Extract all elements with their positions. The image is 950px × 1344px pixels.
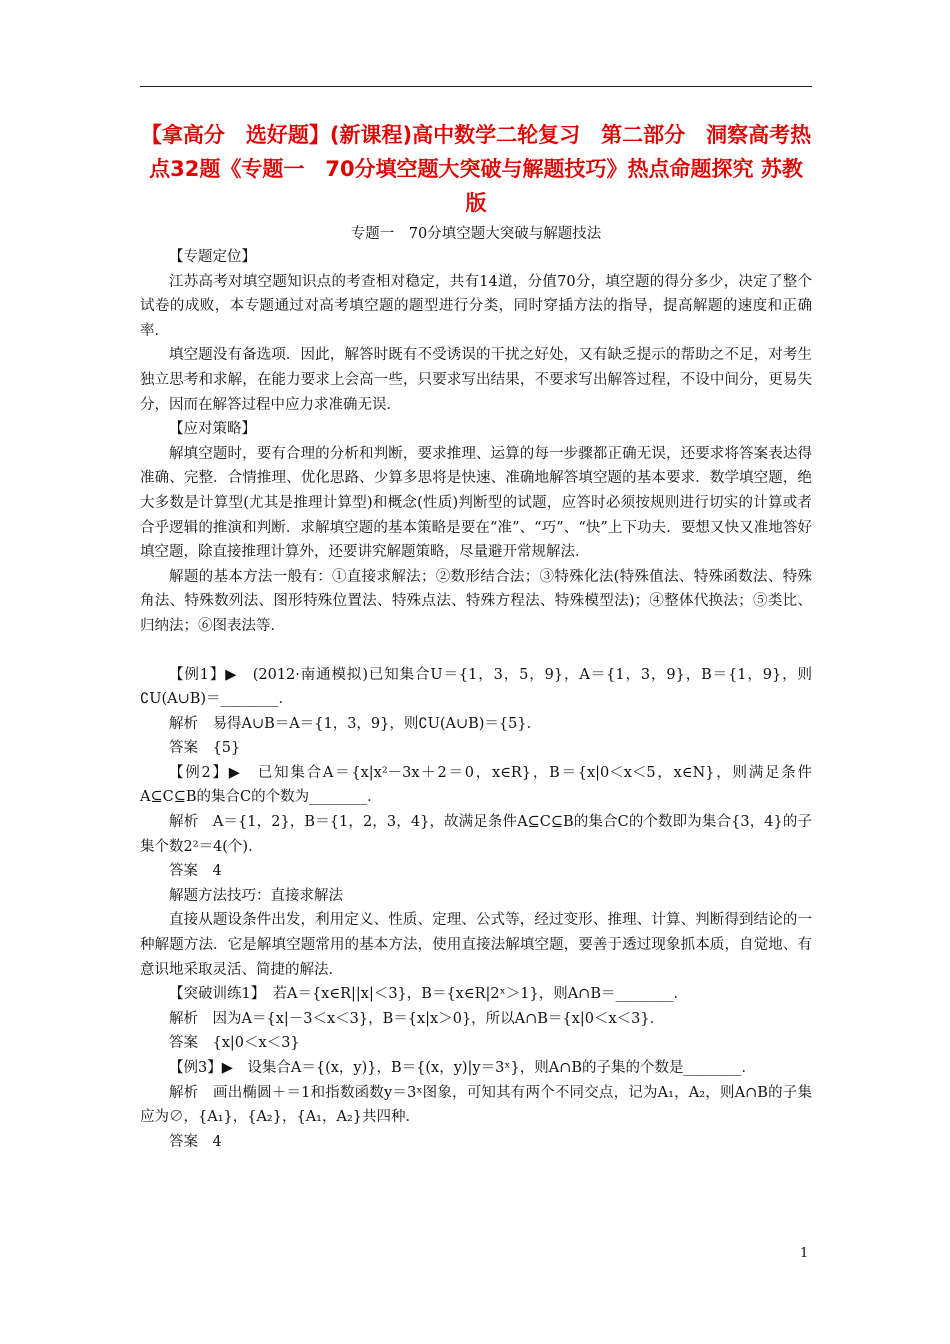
header-rule [140,86,812,87]
page-number: 1 [800,1246,809,1261]
example-2-analysis: 解析 A＝{1，2}，B＝{1，2，3，4}，故满足条件A⊆C⊆B的集合C的个数即为集合{3，4}的子集个数2²＝4(个)． [140,814,812,855]
example-3: 【例3】▶ 设集合A＝{(x，y)}，B＝{(x，y)|y＝3ˣ}，则A∩B的子集的个数是________． [169,1060,756,1076]
spacer [140,639,812,663]
heading-topic-position: 【专题定位】 [169,249,256,265]
example-1: 【例1】▶ (2012·南通模拟)已知集合U＝{1，3，5，9}，A＝{1，3，9}，B＝{1，9}，则∁U(A∪B)＝________． [140,666,812,708]
training-1-analysis: 解析 因为A＝{x|－3＜x＜3}，B＝{x|x＞0}，所以A∩B＝{x|0＜x＜3}． [169,1010,665,1027]
example-2: 【例2】▶ 已知集合A＝{x|x²－3x＋2＝0，x∈R}，B＝{x|0＜x＜5，x∈N}，则满足条件A⊆C⊆B的集合C的个数为________． [140,764,812,806]
example-3-analysis: 解析 画出椭圆＋＝1和指数函数y＝3ˣ图象，可知其有两个不同交点，记为A₁，A₂，则A∩B的子集应为∅，{A₁}，{A₂}，{A₁，A₂}共四种． [140,1084,812,1126]
method-heading: 解题方法技巧：直接求解法 [169,887,343,904]
section-subtitle: 专题一 70分填空题大突破与解题技法 [350,226,602,242]
example-1-analysis: 解析 易得A∪B＝A＝{1，3，9}，则∁U(A∪B)＝{5}． [169,715,542,732]
training-1: 【突破训练1】 若A＝{x∈R||x|＜3}，B＝{x∈R|2ˣ＞1}，则A∩B＝________． [169,986,688,1003]
paragraph: 解填空题时，要有合理的分析和判断，要求推理、运算的每一步骤都正确无误，还要求将答案表达得准确、完整．合情推理、优化思路、少算多思将是快速、准确地解答填空题的基本要求．数学填空题，绝大多数是计算型(尤其是推理计算型)和概念(性质)判断型的试题，应答时必须按规则进行切实的计算或者合乎逻辑的推演和判断．求解填空题的基本策略是要在“准”、“巧”、“快”上下功夫．要想又快又准地答好填空题，除直接推理计算外，还要讲究解题策略，尽量避开常规解法． [140,445,812,561]
document-body [140,245,812,1154]
document-title: 【拿高分 选好题】(新课程)高中数学二轮复习 第二部分 洞察高考热点32题《专题一 70分填空题大突破与解题技巧》热点命题探究 苏教版 [140,123,812,215]
training-1-answer: 答案 {x|0＜x＜3} [169,1035,300,1052]
example-3-answer: 答案 4 [169,1133,222,1150]
example-2-answer: 答案 4 [169,863,222,880]
method-description: 直接从题设条件出发，利用定义、性质、定理、公式等，经过变形、推理、计算、判断得到结论的一种解题方法．它是解填空题常用的基本方法，使用直接法解填空题，要善于透过现象抓本质，自觉地、有意识地采取灵活、简捷的解法． [140,912,812,978]
heading-strategy: 【应对策略】 [169,421,256,438]
example-1-answer: 答案 {5} [169,740,241,757]
paragraph: 江苏高考对填空题知识点的考查相对稳定，共有14道，分值70分，填空题的得分多少，决定了整个试卷的成败，本专题通过对高考填空题的题型进行分类，同时穿插方法的指导，提高解题的速度和正确率． [140,273,812,339]
paragraph: 解题的基本方法一般有：①直接求解法；②数形结合法；③特殊化法(特殊值法、特殊函数法、特殊角法、特殊数列法、图形特殊位置法、特殊点法、特殊方程法、特殊模型法)；④整体代换法；⑤类比、归纳法；⑥图表法等． [140,568,812,634]
paragraph: 填空题没有备选项．因此，解答时既有不受诱误的干扰之好处，又有缺乏提示的帮助之不足，对考生独立思考和求解，在能力要求上会高一些，只要求写出结果，不要求写出解答过程，不设中间分，更易失分，因而在解答过程中应力求准确无误． [140,347,812,413]
